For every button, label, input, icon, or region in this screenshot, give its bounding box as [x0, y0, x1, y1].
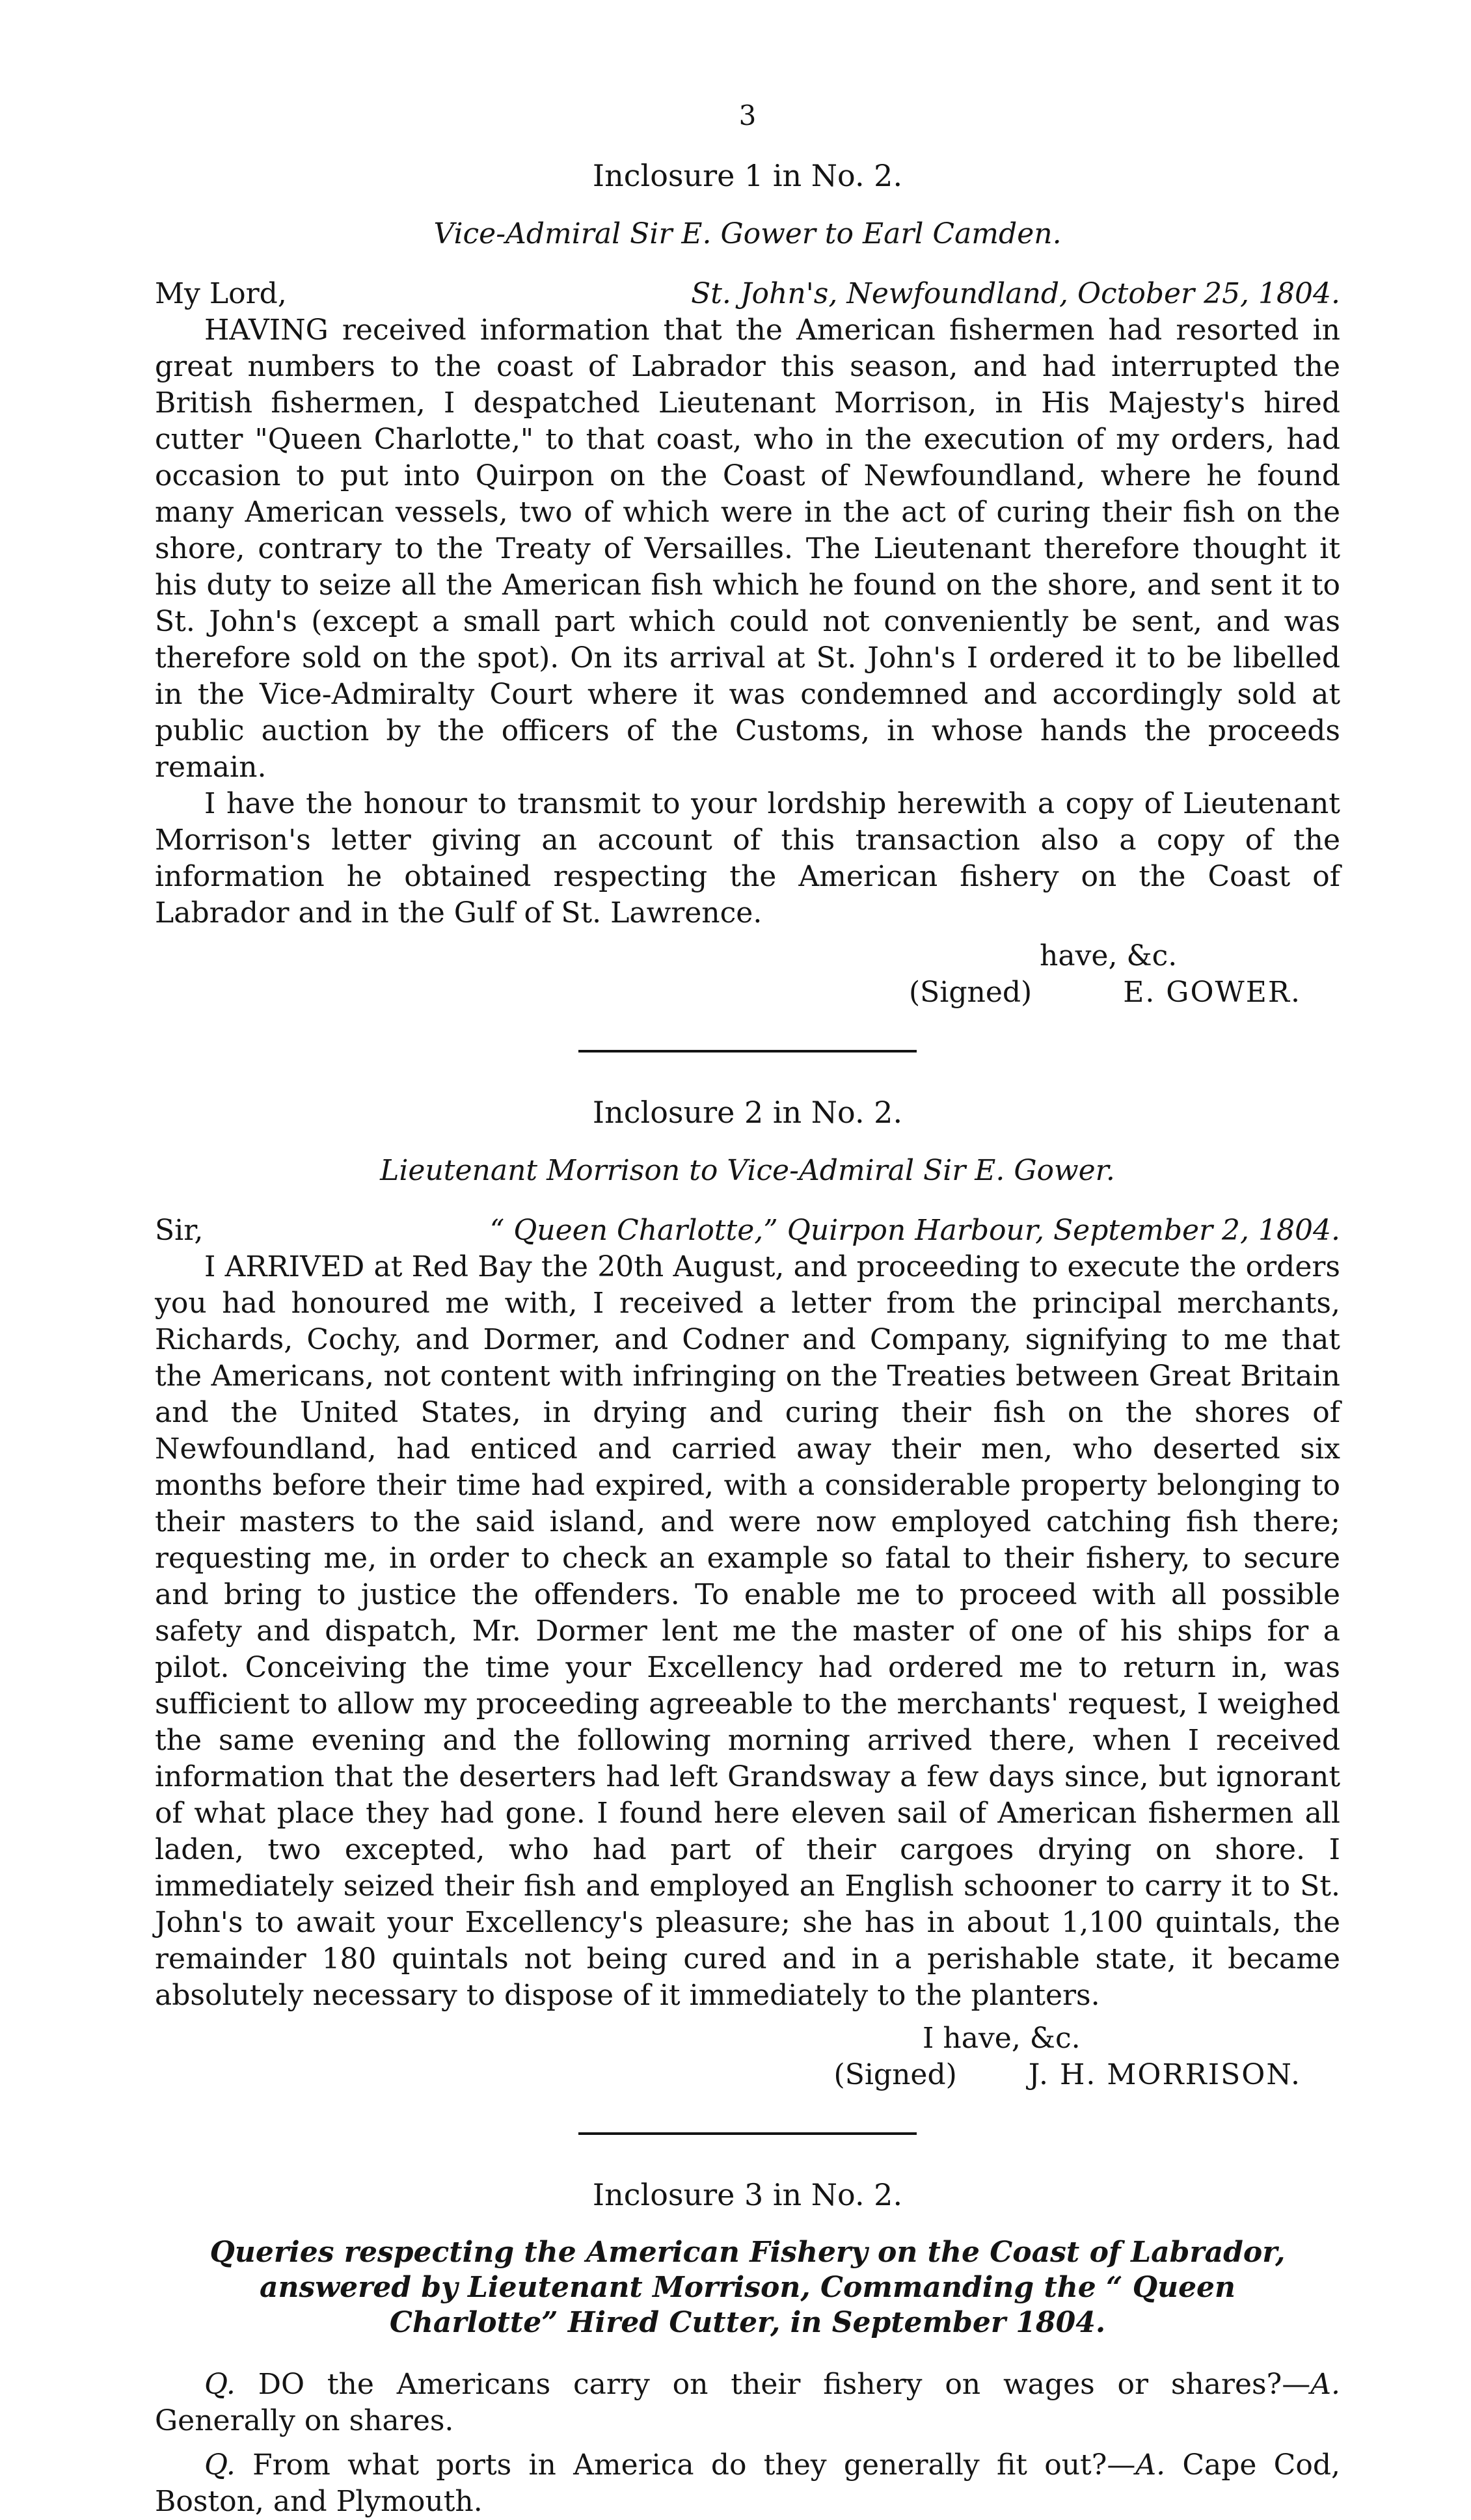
query-1 — [155, 2366, 1340, 2439]
enclosure-1-salutation-line — [155, 276, 1340, 312]
letter-paragraph: I have the honour to transmit to your lordship herewith a copy of Lieutenant Morrison's letter giving an account of this transaction also a copy of the information he obtained respecting the American fishery on the Coast of Labrador and in the Gulf of St. Lawrence. — [155, 787, 1340, 930]
enclosure-2-subtitle: Lieutenant Morrison to Vice-Admiral Sir E. Gower. — [380, 1154, 1115, 1187]
enclosure-1 — [155, 157, 1340, 1011]
dateline: “ Queen Charlotte,” Quirpon Harbour, September 2, 1804. — [489, 1214, 1340, 1247]
enclosure-3 — [155, 2177, 1340, 2520]
dateline: St. John's, Newfoundland, October 25, 1804. — [691, 277, 1340, 310]
answer-text: Generally on shares. — [155, 2404, 454, 2437]
enclosure-1-heading: Inclosure 1 in No. 2. — [592, 158, 903, 193]
question-text: DO the Americans carry on their fishery on wages or shares?— — [258, 2368, 1311, 2401]
enclosure-2 — [155, 1094, 1340, 2093]
salutation: Sir, — [155, 1214, 204, 1247]
signature: E. GOWER. — [1123, 976, 1301, 1009]
page-number: 3 — [738, 100, 757, 131]
question-text: From what ports in America do they generally fit out?— — [252, 2448, 1136, 2482]
signed-label: (Signed) — [833, 2058, 957, 2091]
enclosure-1-subtitle: Vice-Admiral Sir E. Gower to Earl Camden. — [433, 217, 1062, 250]
salutation: My Lord, — [155, 277, 287, 310]
answer-text: Cape Cod, Boston, and Plymouth. — [155, 2448, 1340, 2518]
query-2 — [155, 2447, 1340, 2520]
signed-label: (Signed) — [908, 976, 1032, 1009]
letter-paragraph: I ARRIVED at Red Bay the 20th August, and proceeding to execute the orders you had honoured me with, I received a letter from the principal merchants, Richards, Cochy, and Dormer, and Codner and Company, signifying to me that the Americans, not content with infringing on the Treaties between Great Britain and the United States, in drying and curing their fish on the shores of Newfoundland, had enticed and carried away their men, who deserted six months before their time had expired, with a considerable property belonging to their masters to the said island, and were now employed catching fish there; requesting me, in order to check an example so fatal to their fishery, to secure and bring to justice the offenders. To enable me to proceed with all possible safety and dispatch, Mr. Dormer lent me the master of one of his ships for a pilot. Conceiving the time your Excellency had ordered me to return in, was sufficient to allow my proceeding agreeable to the merchants' request, I weighed the same evening and the following morning arrived there, when I received information that the deserters had left Grandsway a few days since, but ignorant of what place they had gone. I found here eleven sail of American fishermen all laden, two excepted, who had part of their cargoes drying on shore. I immediately seized their fish and employed an English schooner to carry it to St. John's to await your Excellency's pleasure; she has in about 1,100 quintals, the remainder 180 quintals not being cured and in a perishable state, it became absolutely necessary to dispose of it immediately to the planters. — [155, 1250, 1340, 2012]
enclosure-3-subtitle: Queries respecting the American Fishery on the Coast of Labrador, answered by Lieutenant Morrison, Commanding the “ Queen Charlotte” Hired Cutter, in September 1804. — [209, 2236, 1286, 2339]
signature: J. H. MORRISON. — [1028, 2058, 1301, 2091]
answer-label: A. — [1310, 2368, 1340, 2401]
question-label: Q. — [204, 2368, 236, 2401]
letter-paragraph: HAVING received information that the American fishermen had resorted in great numbers to the coast of Labrador this season, and had interrupted the British fishermen, I despatched Lieutenant Morrison, in His Majesty's hired cutter "Queen Charlotte," to that coast, who in the execution of my orders, had occasion to put into Quirpon on the Coast of Newfoundland, where he found many American vessels, two of which were in the act of curing their fish on the shore, contrary to the Treaty of Versailles. The Lieutenant therefore thought it his duty to seize all the American fish which he found on the shore, and sent it to St. John's (except a small part which could not conveniently be sent, and was therefore sold on the spot). On its arrival at St. John's I ordered it to be libelled in the Vice-Admiralty Court where it was condemned and accordingly sold at public auction by the officers of the Customs, in whose hands the proceeds remain. — [155, 314, 1340, 784]
document-page — [155, 98, 1340, 2520]
enclosure-2-salutation-line — [155, 1213, 1340, 1249]
enclosure-2-heading: Inclosure 2 in No. 2. — [592, 1095, 903, 1130]
signature-line — [155, 974, 1301, 1011]
enclosure-3-heading: Inclosure 3 in No. 2. — [592, 2177, 903, 2212]
answer-label: A. — [1135, 2448, 1166, 2482]
question-label: Q. — [204, 2448, 236, 2482]
section-divider — [578, 2132, 917, 2135]
signature-line — [155, 2057, 1301, 2093]
closing: I have, &c. — [923, 2022, 1081, 2055]
closing: have, &c. — [1040, 939, 1178, 972]
section-divider — [578, 1050, 917, 1052]
